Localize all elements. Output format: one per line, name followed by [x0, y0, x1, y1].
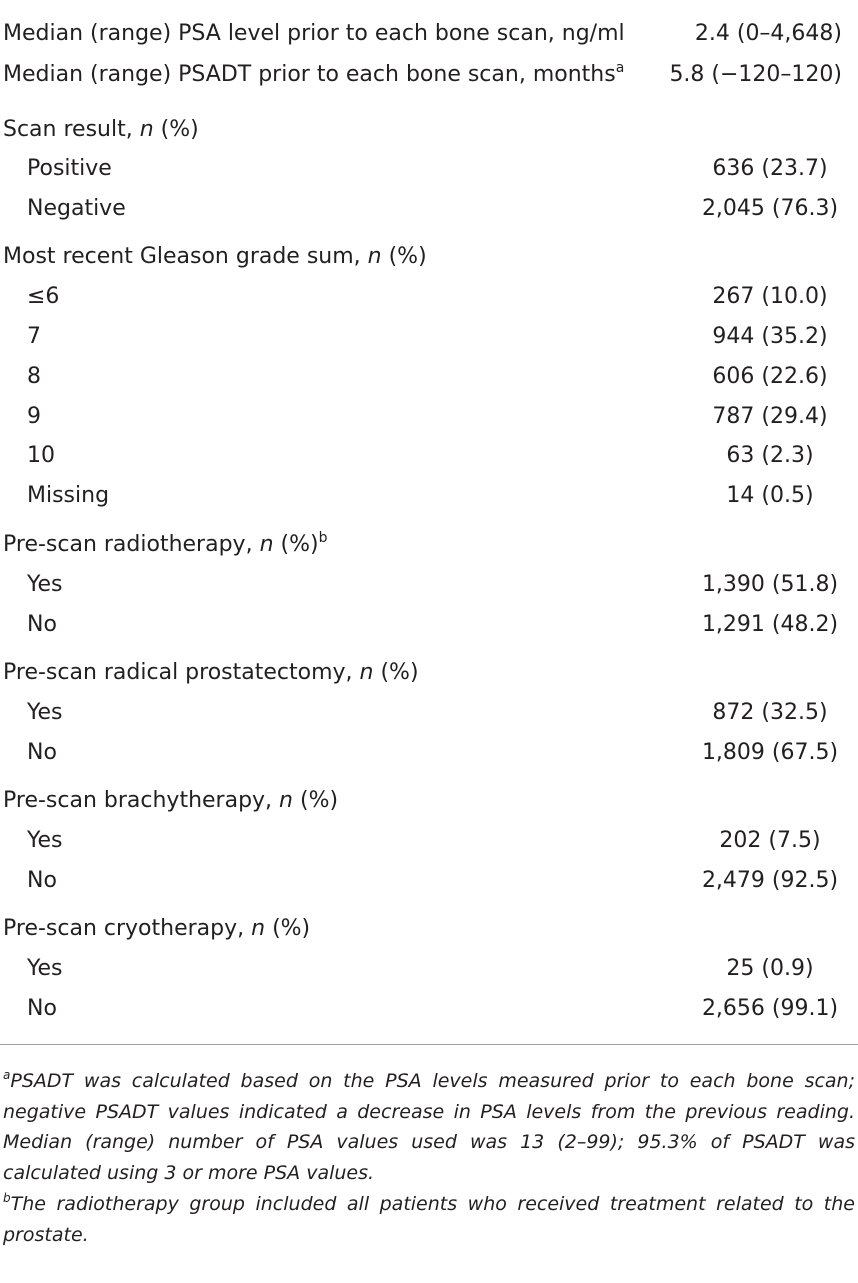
table-row — [0, 693, 858, 733]
row-label: Yes — [27, 828, 63, 853]
row-value: 2,656 (99.1) — [701, 996, 839, 1021]
table-row — [0, 949, 858, 989]
row-value: 944 (35.2) — [712, 324, 828, 349]
row-value: 267 (10.0) — [712, 284, 828, 309]
table-row — [0, 733, 858, 773]
row-value: 202 (7.5) — [719, 828, 821, 853]
table-row — [0, 653, 858, 693]
section-label: Most recent Gleason grade sum, n (%) — [3, 244, 427, 269]
row-value: 5.8 (−120–120) — [669, 62, 842, 87]
footnote-a — [3, 1066, 855, 1188]
table-row — [0, 476, 858, 516]
table-row — [0, 277, 858, 317]
row-value: 1,809 (67.5) — [701, 740, 839, 765]
row-value: 14 (0.5) — [726, 483, 814, 508]
row-value: 2.4 (0–4,648) — [694, 21, 842, 46]
row-label: Negative — [27, 196, 126, 221]
row-label: Yes — [27, 956, 63, 981]
section-label: Pre-scan radiotherapy, n (%)$^b$ — [3, 530, 328, 557]
table-row — [0, 189, 858, 229]
footnote-marker: a — [615, 60, 625, 76]
table-row — [0, 14, 858, 54]
table-row — [0, 237, 858, 277]
table-row — [0, 909, 858, 949]
footnote-marker: a — [3, 1068, 11, 1082]
footnote-marker: b — [318, 530, 328, 546]
row-value: 25 (0.9) — [726, 956, 814, 981]
row-value: 1,291 (48.2) — [701, 612, 839, 637]
row-value: 2,045 (76.3) — [701, 196, 839, 221]
row-value: 606 (22.6) — [712, 364, 828, 389]
table-row — [0, 989, 858, 1029]
row-label: No — [27, 740, 57, 765]
footnote-text: PSADT was calculated based on the PSA levels measured prior to each bone scan; negative PSADT values indicated a decrease in PSA levels from the previous reading. Median (range) number of PSA values used was 13 (2–99); 95.3% of PSADT was calculated using 3 or more PSA values. — [3, 1070, 855, 1184]
table-row — [0, 397, 858, 437]
row-value: 787 (29.4) — [712, 404, 828, 429]
table-row — [0, 436, 858, 476]
row-label: ≤6 — [27, 284, 60, 309]
table-row — [0, 861, 858, 901]
row-value: 2,479 (92.5) — [701, 868, 839, 893]
table-row — [0, 149, 858, 189]
row-label: No — [27, 996, 57, 1021]
row-label: Positive — [27, 156, 112, 181]
table-row — [0, 55, 858, 95]
row-value: 636 (23.7) — [712, 156, 828, 181]
table-row — [0, 565, 858, 605]
section-label: Pre-scan brachytherapy, n (%) — [3, 788, 339, 813]
row-value: 63 (2.3) — [726, 443, 814, 468]
table-row — [0, 317, 858, 357]
row-label: Missing — [27, 483, 110, 508]
section-label: Pre-scan radical prostatectomy, n (%) — [3, 660, 419, 685]
table-row — [0, 781, 858, 821]
row-label: 10 — [27, 443, 55, 468]
row-label: Median (range) PSA level prior to each bone scan, ng/ml — [3, 21, 625, 46]
row-label: No — [27, 868, 57, 893]
table-divider — [0, 1044, 858, 1045]
footnote-marker: b — [3, 1191, 11, 1205]
table-row — [0, 357, 858, 397]
row-label: Yes — [27, 572, 63, 597]
footnote-b — [3, 1189, 855, 1250]
table-row — [0, 525, 858, 565]
table-row — [0, 821, 858, 861]
row-value: 1,390 (51.8) — [701, 572, 839, 597]
row-label: 8 — [27, 364, 41, 389]
table-row — [0, 605, 858, 645]
footnote-text: The radiotherapy group included all patients who received treatment related to the prostate. — [3, 1193, 855, 1246]
section-label: Scan result, n (%) — [3, 117, 199, 142]
row-value: 872 (32.5) — [712, 700, 828, 725]
row-label: Median (range) PSADT prior to each bone scan, months$^a$ — [3, 60, 625, 87]
row-label: 9 — [27, 404, 41, 429]
table-row — [0, 110, 858, 150]
row-label: 7 — [27, 324, 41, 349]
section-label: Pre-scan cryotherapy, n (%) — [3, 916, 311, 941]
row-label: No — [27, 612, 57, 637]
row-label: Yes — [27, 700, 63, 725]
